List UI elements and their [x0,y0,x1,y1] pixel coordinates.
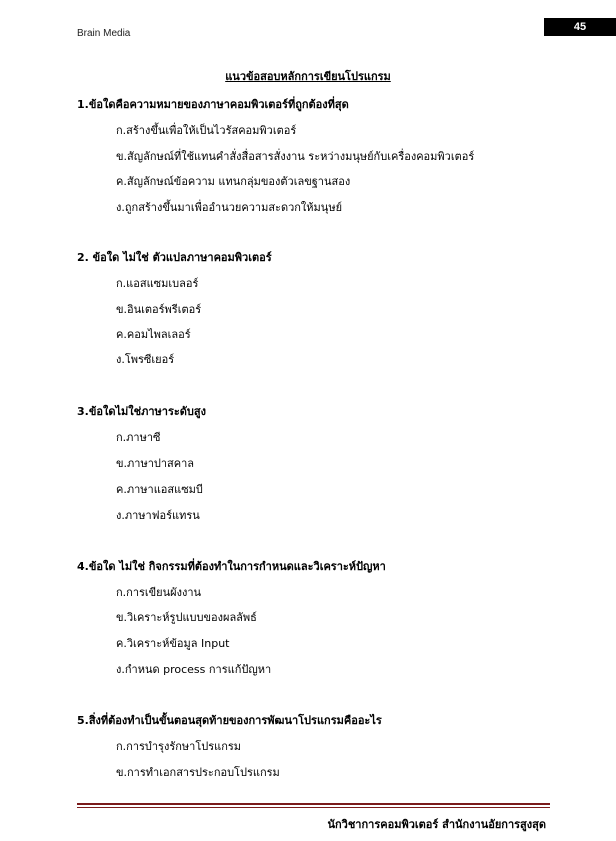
question-3-choice-b: ข.ภาษาปาสคาล [116,457,195,470]
footer-text: นักวิชาการคอมพิวเตอร์ สำนักงานอัยการสูงสุด [327,818,546,831]
question-3-choice-c: ค.ภาษาแอสแซมบี [116,483,203,496]
question-4-choice-b: ข.วิเคราะห์รูปแบบของผลลัพธ์ [116,611,257,624]
question-2-choice-a: ก.แอสแซมเบลอร์ [116,277,199,290]
question-2: 2. ข้อใด ไม่ใช่ ตัวแปลภาษาคอมพิวเตอร์ [77,251,272,264]
question-2-choice-d: ง.โพรซีเยอร์ [116,353,175,366]
question-5-choice-b: ข.การทำเอกสารประกอบโปรแกรม [116,766,280,779]
footer-rule-thin [77,807,550,808]
question-3: 3.ข้อใดไม่ใช่ภาษาระดับสูง [77,405,206,418]
question-4-choice-d: ง.กำหนด process การแก้ปัญหา [116,663,272,676]
page-number: 45 [544,18,616,36]
question-4: 4.ข้อใด ไม่ใช่ กิจกรรมที่ต้องทำในการกำหนดและวิเคราะห์ปัญหา [77,560,386,573]
question-5: 5.สิ่งที่ต้องทำเป็นขั้นตอนสุดท้ายของการพัฒนาโปรแกรมคืออะไร [77,714,382,727]
question-2-choice-c: ค.คอมไพลเลอร์ [116,328,191,341]
question-1-choice-b: ข.สัญลักษณ์ที่ใช้แทนคำสั่งสื่อสารสั่งงาน ระหว่างมนุษย์กับเครื่องคอมพิวเตอร์ [116,150,475,163]
question-4-choice-c: ค.วิเคราะห์ข้อมูล Input [116,637,230,650]
question-4-choice-a: ก.การเขียนผังงาน [116,586,202,599]
question-1-choice-c: ค.สัญลักษณ์ข้อความ แทนกลุ่มของตัวเลขฐานสอง [116,175,351,188]
document-title: แนวข้อสอบหลักการเขียนโปรแกรม [225,70,391,83]
publisher-name: Brain Media [77,28,131,39]
question-3-choice-a: ก.ภาษาซี [116,431,161,444]
question-1-choice-a: ก.สร้างขึ้นเพื่อให้เป็นไวรัสคอมพิวเตอร์ [116,124,297,137]
question-1: 1.ข้อใดคือความหมายของภาษาคอมพิวเตอร์ที่ถูกต้องที่สุด [77,98,349,111]
question-2-choice-b: ข.อินเตอร์พรีเตอร์ [116,303,202,316]
question-5-choice-a: ก.การบำรุงรักษาโปรแกรม [116,740,242,753]
question-3-choice-d: ง.ภาษาฟอร์แทรน [116,509,200,522]
question-1-choice-d: ง.ถูกสร้างขึ้นมาเพื่ออำนวยความสะดวกให้มนุษย์ [116,201,343,214]
footer-rule-thick [77,803,550,805]
